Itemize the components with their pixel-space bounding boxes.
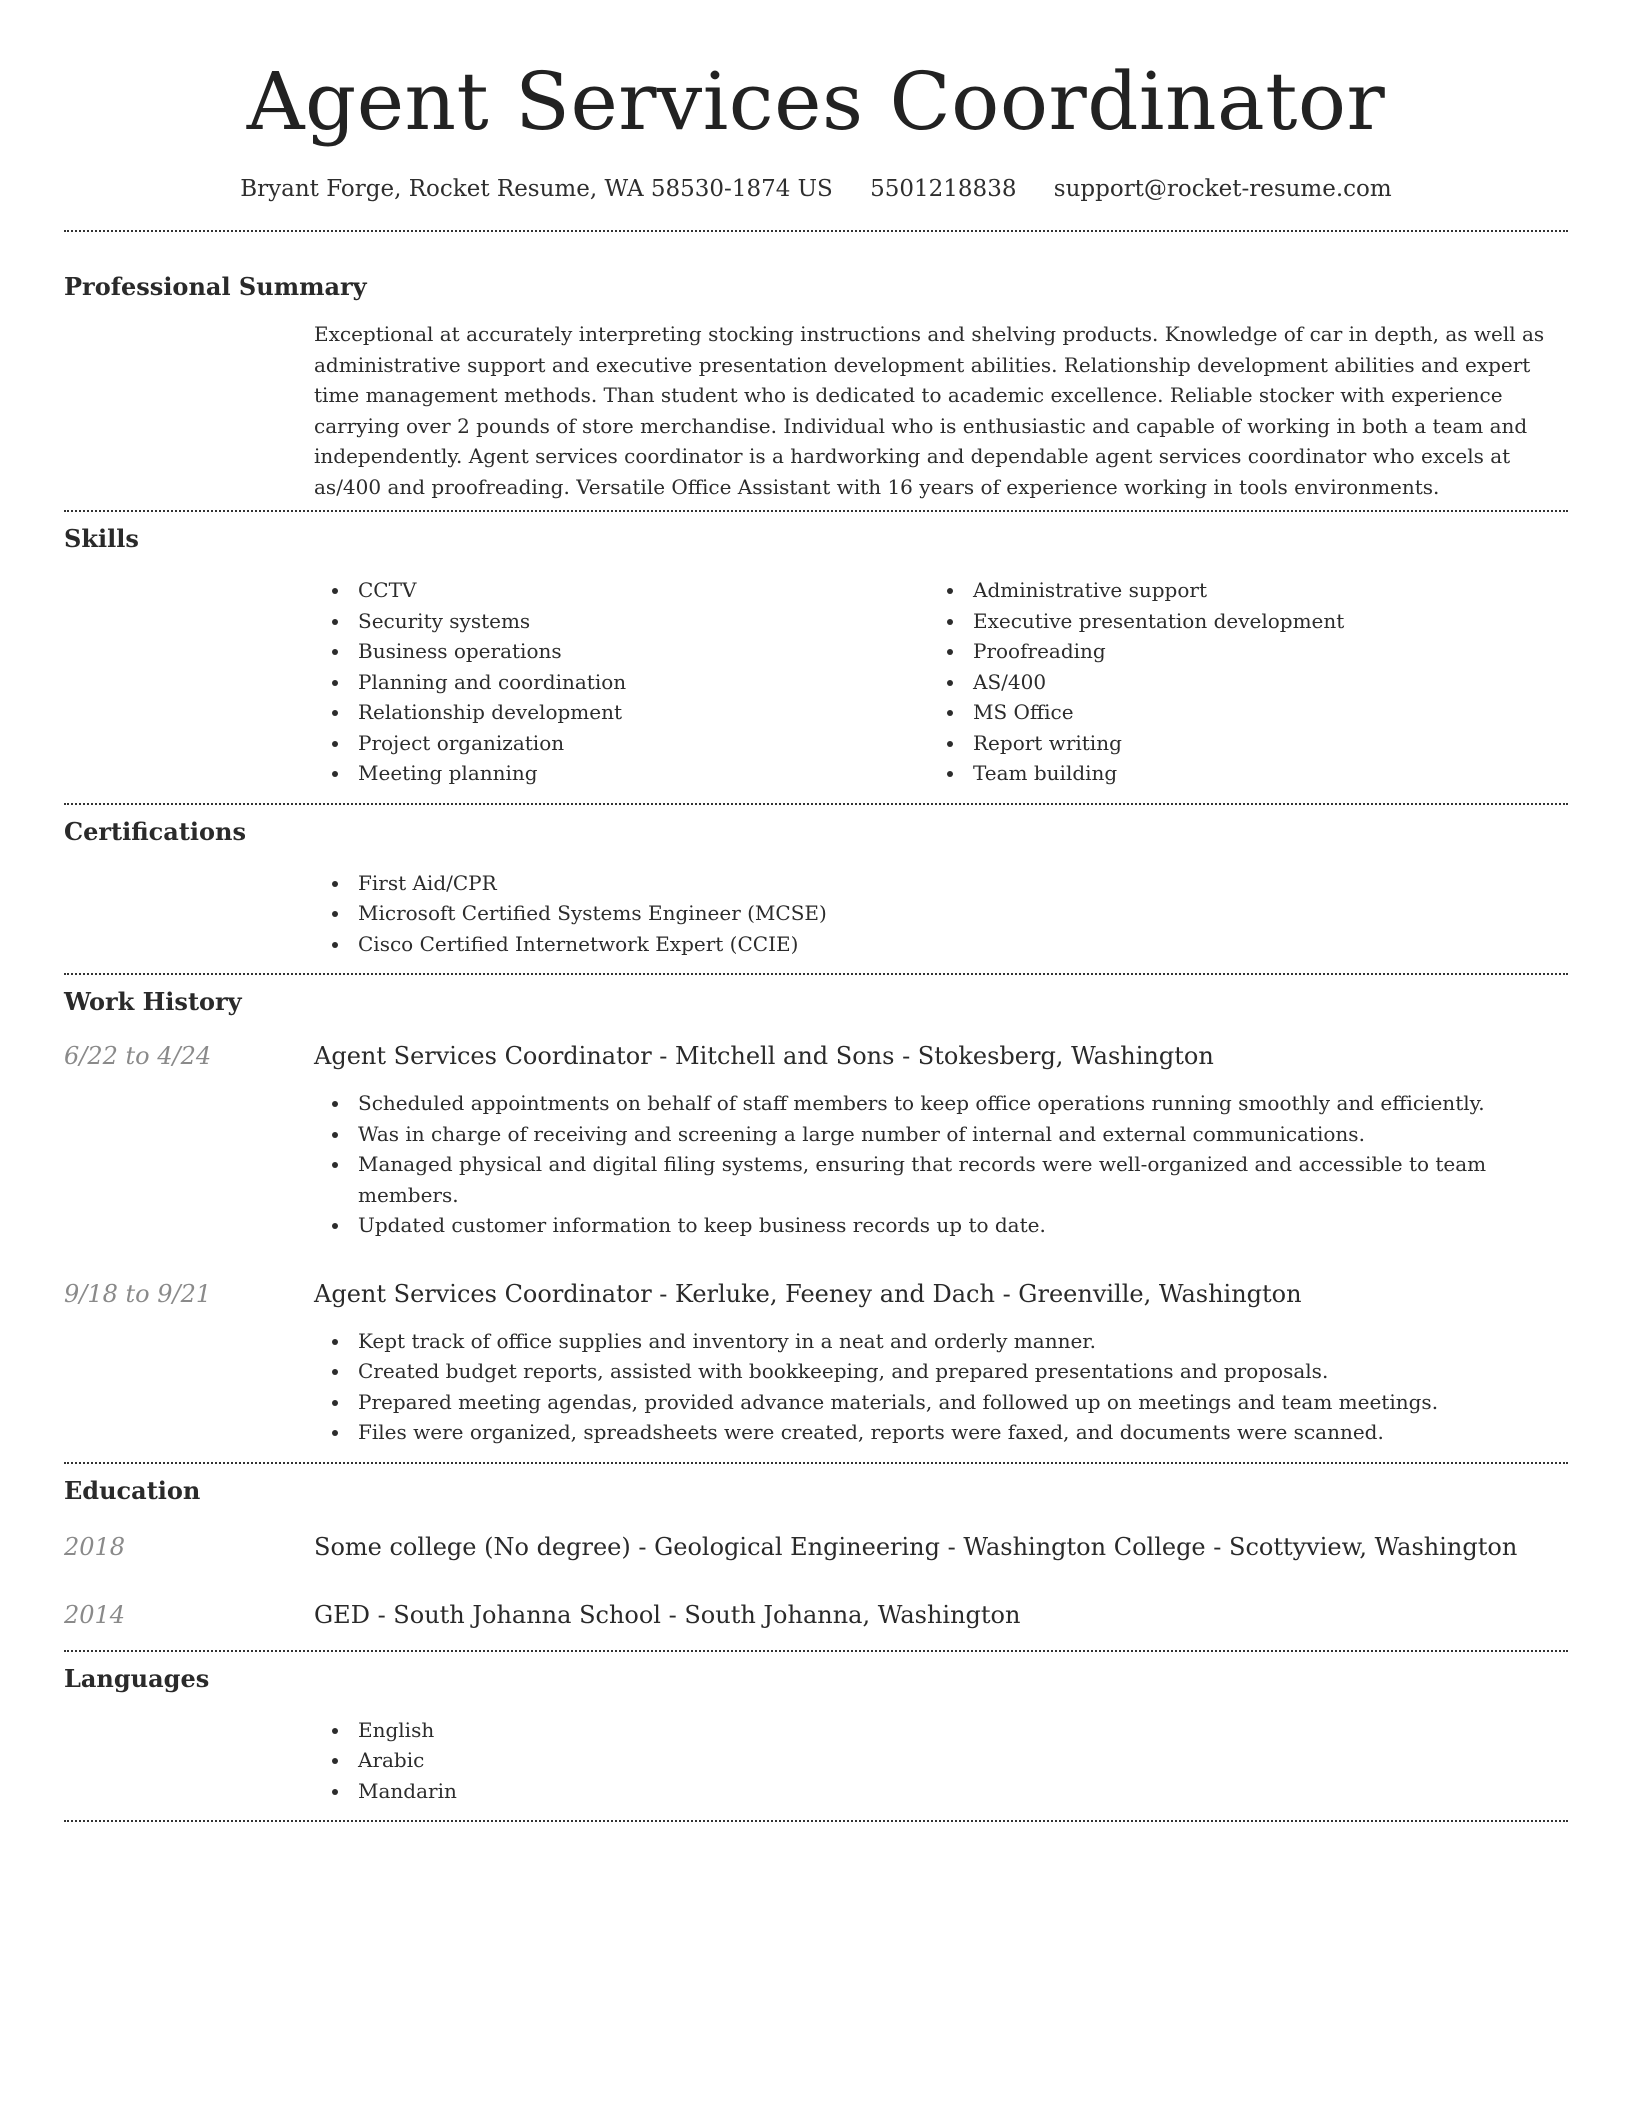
resume-name: Agent Services Coordinator [246, 55, 1386, 148]
education-heading: GED - South Johanna School - South Johanna, Washington [314, 1600, 1021, 1629]
job-heading: Agent Services Coordinator - Mitchell and Sons - Stokesberg, Washington [314, 1042, 1214, 1070]
skill-item: Relationship development [358, 697, 929, 728]
job-bullet: Prepared meeting agendas, provided advance materials, and followed up on meetings and team meetings. [358, 1387, 1568, 1418]
skill-item: CCTV [358, 575, 929, 606]
skill-item: Meeting planning [358, 758, 929, 789]
skill-item: AS/400 [973, 667, 1544, 698]
section-title-skills: Skills [64, 524, 139, 553]
language-item: English [358, 1715, 1568, 1746]
job-bullet: Managed physical and digital filing systems, ensuring that records were well-organized and accessible to team members. [358, 1149, 1568, 1210]
job-bullet: Kept track of office supplies and inventory in a neat and orderly manner. [358, 1326, 1568, 1357]
section-work-history [64, 975, 1568, 1448]
job-entry [64, 1039, 1568, 1241]
contact-line [64, 172, 1568, 206]
skill-item: Proofreading [973, 636, 1544, 667]
contact-email[interactable]: support@rocket-resume.com [1053, 176, 1392, 202]
job-bullet: Scheduled appointments on behalf of staff members to keep office operations running smoothly and efficiently. [358, 1088, 1568, 1119]
education-year: 2018 [64, 1532, 126, 1561]
section-languages [64, 1652, 1568, 1807]
section-title-certifications: Certifications [64, 816, 247, 846]
section-certifications [64, 805, 1568, 960]
skill-item: Planning and coordination [358, 667, 929, 698]
language-item: Arabic [358, 1745, 1568, 1776]
resume-header [64, 0, 1568, 206]
certification-item: Microsoft Certified Systems Engineer (MCSE) [358, 898, 1568, 929]
certification-item: Cisco Certified Internetwork Expert (CCIE) [358, 929, 1568, 960]
contact-phone: 5501218838 [870, 176, 1017, 202]
divider [64, 1820, 1568, 1822]
section-skills [64, 512, 1568, 789]
section-summary [64, 232, 1568, 502]
job-heading: Agent Services Coordinator - Kerluke, Feeney and Dach - Greenville, Washington [314, 1279, 1302, 1308]
job-bullet: Created budget reports, assisted with bookkeeping, and prepared presentations and proposals. [358, 1356, 1568, 1387]
skill-item: Report writing [973, 728, 1544, 759]
summary-text: Exceptional at accurately interpreting stocking instructions and shelving products. Knowledge of car in depth, as well as administrative support and executive presentation development abilities. Relationship development abilities and expert time management methods. Than student who is dedicated to academic excellence. Reliable stocker with experience carrying over 2 pounds of store merchandise. Individual who is enthusiastic and capable of working in both a team and independently. Agent services coordinator is a hardworking and dependable agent services coordinator who excels at as/400 and proofreading. Versatile Office Assistant with 16 years of experience working in tools environments. [314, 322, 1545, 499]
skill-item: Executive presentation development [973, 606, 1544, 637]
skills-column-right [929, 575, 1544, 789]
certification-item: First Aid/CPR [358, 868, 1568, 899]
skills-column-left [314, 575, 929, 789]
section-title-work: Work History [64, 987, 242, 1016]
education-entry [64, 1598, 1568, 1632]
skill-item: Team building [973, 758, 1544, 789]
job-bullet: Updated customer information to keep business records up to date. [358, 1210, 1568, 1241]
education-entry [64, 1530, 1568, 1564]
skill-item: MS Office [973, 697, 1544, 728]
resume-page [64, 0, 1568, 1822]
skill-item: Project organization [358, 728, 929, 759]
section-title-languages: Languages [64, 1663, 210, 1693]
job-dates: 9/18 to 9/21 [64, 1279, 212, 1308]
section-title-summary: Professional Summary [64, 272, 367, 301]
job-bullet: Was in charge of receiving and screening a large number of internal and external communications. [358, 1119, 1568, 1150]
skill-item: Security systems [358, 606, 929, 637]
job-dates: 6/22 to 4/24 [64, 1042, 212, 1070]
education-year: 2014 [64, 1600, 126, 1629]
skill-item: Business operations [358, 636, 929, 667]
education-heading: Some college (No degree) - Geological Engineering - Washington College - Scottyview, Washington [314, 1532, 1518, 1561]
job-bullet: Files were organized, spreadsheets were created, reports were faxed, and documents were scanned. [358, 1417, 1568, 1448]
skill-item: Administrative support [973, 575, 1544, 606]
contact-address: Bryant Forge, Rocket Resume, WA 58530-1874 US [240, 176, 833, 202]
section-title-education: Education [64, 1475, 201, 1505]
section-education [64, 1464, 1568, 1632]
job-entry [64, 1277, 1568, 1448]
language-item: Mandarin [358, 1776, 1568, 1807]
